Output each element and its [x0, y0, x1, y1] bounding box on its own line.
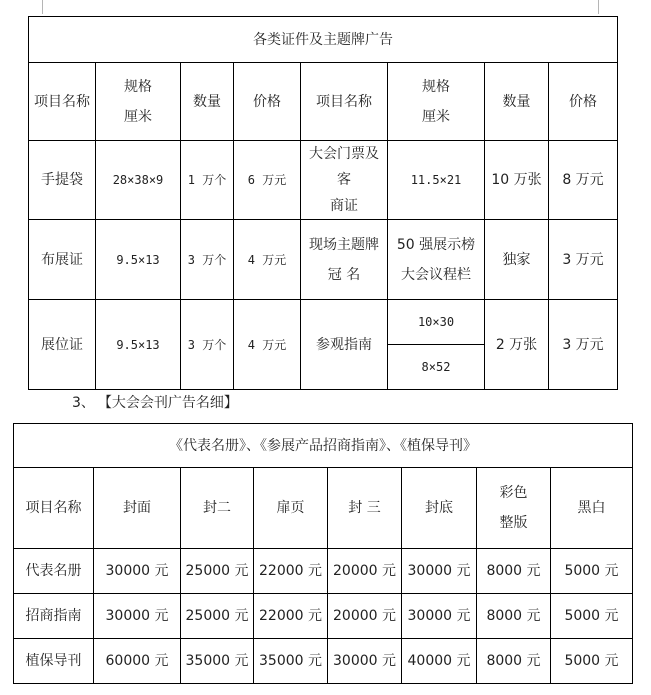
- cell-bw: 5000 元: [551, 594, 633, 639]
- header-spread: 扉页: [254, 468, 328, 549]
- header-spec-line2: 厘米: [124, 108, 152, 125]
- header-qty-right: 数量: [485, 63, 549, 141]
- cell-spec-right-line1: 50 强展示榜: [396, 236, 476, 253]
- header-spec-line1: 规格: [124, 78, 152, 95]
- header-color-line1: 彩色: [499, 485, 528, 501]
- table-row: [14, 594, 633, 639]
- cell-back: 40000 元: [402, 639, 477, 684]
- cell-name: 布展证: [29, 220, 96, 300]
- cell-name-right-line1: 大会门票及客: [309, 146, 379, 188]
- header-second: 封二: [181, 468, 254, 549]
- header-name: 项目名称: [14, 468, 94, 549]
- header-spec-right-line1: 规格: [422, 78, 450, 95]
- header-third: 封 三: [328, 468, 402, 549]
- cell-name-right-line2: 商证: [330, 198, 358, 214]
- cell-spec: 28×38×9: [96, 141, 181, 220]
- cell-price: 4 万元: [234, 300, 301, 390]
- cell-name-right: [301, 141, 388, 220]
- cell-spec-right-line1: 10×30: [388, 300, 485, 345]
- table2-title: 《代表名册》、《参展产品招商指南》、《植保导刊》: [14, 424, 633, 468]
- cell-third: 20000 元: [328, 594, 402, 639]
- header-name: 项目名称: [29, 63, 96, 141]
- cell-spread: 22000 元: [254, 594, 328, 639]
- cell-spread: 35000 元: [254, 639, 328, 684]
- cell-color: 8000 元: [477, 594, 551, 639]
- cell-cover: 60000 元: [94, 639, 181, 684]
- cell-qty: 3 万个: [181, 220, 234, 300]
- header-price: 价格: [234, 63, 301, 141]
- cell-cover: 30000 元: [94, 594, 181, 639]
- table-row: [14, 549, 633, 594]
- cell-second: 35000 元: [181, 639, 254, 684]
- cell-name-right: 参观指南: [301, 300, 388, 390]
- cell-back: 30000 元: [402, 549, 477, 594]
- proceedings-ad-table: [13, 423, 633, 684]
- cell-qty: 1 万个: [181, 141, 234, 220]
- header-name-right: 项目名称: [301, 63, 388, 141]
- cell-price: 6 万元: [234, 141, 301, 220]
- header-spec: [96, 63, 181, 141]
- header-color-line2: 整版: [499, 515, 528, 531]
- certificates-ad-table: [28, 16, 618, 390]
- cell-qty-right: 2 万张: [485, 300, 549, 390]
- cell-bw: 5000 元: [551, 639, 633, 684]
- table-row: [14, 639, 633, 684]
- cell-third: 20000 元: [328, 549, 402, 594]
- cell-name: 代表名册: [14, 549, 94, 594]
- cell-name: 招商指南: [14, 594, 94, 639]
- cell-name: 展位证: [29, 300, 96, 390]
- cell-spec-right: [388, 220, 485, 300]
- page-margin-mark-right: [598, 0, 599, 14]
- cell-qty-right: 10 万张: [485, 141, 549, 220]
- section-heading: [72, 393, 238, 413]
- cell-bw: 5000 元: [551, 549, 633, 594]
- cell-name-right-line1: 现场主题牌: [309, 236, 379, 253]
- header-price-right: 价格: [549, 63, 618, 141]
- cell-name-right: [301, 220, 388, 300]
- table1-title: 各类证件及主题牌广告: [29, 17, 618, 63]
- table-row: [29, 300, 618, 345]
- page-margin-mark-left: [42, 0, 43, 14]
- cell-color: 8000 元: [477, 639, 551, 684]
- cell-color: 8000 元: [477, 549, 551, 594]
- cell-name: 植保导刊: [14, 639, 94, 684]
- cell-qty: 3 万个: [181, 300, 234, 390]
- header-spec-right-line2: 厘米: [422, 108, 450, 125]
- cell-back: 30000 元: [402, 594, 477, 639]
- cell-name: 手提袋: [29, 141, 96, 220]
- cell-second: 25000 元: [181, 594, 254, 639]
- header-spec-right: [388, 63, 485, 141]
- cell-spec-right-line2: 8×52: [388, 345, 485, 390]
- cell-name-right-line2: 冠 名: [327, 266, 361, 283]
- cell-second: 25000 元: [181, 549, 254, 594]
- cell-price: 4 万元: [234, 220, 301, 300]
- cell-spec-right-line2: 大会议程栏: [401, 266, 471, 283]
- cell-qty-right: 独家: [485, 220, 549, 300]
- header-qty: 数量: [181, 63, 234, 141]
- table-row: [29, 220, 618, 300]
- cell-price-right: 3 万元: [549, 300, 618, 390]
- cell-price-right: 8 万元: [549, 141, 618, 220]
- header-back: 封底: [402, 468, 477, 549]
- table-row: [29, 141, 618, 220]
- cell-spread: 22000 元: [254, 549, 328, 594]
- cell-spec: 9.5×13: [96, 300, 181, 390]
- header-color: [477, 468, 551, 549]
- cell-price-right: 3 万元: [549, 220, 618, 300]
- cell-spec-right: 11.5×21: [388, 141, 485, 220]
- cell-third: 30000 元: [328, 639, 402, 684]
- header-bw: 黑白: [551, 468, 633, 549]
- section-number: 3、: [72, 395, 95, 411]
- section-title: 【大会会刊广告名细】: [104, 395, 238, 411]
- cell-cover: 30000 元: [94, 549, 181, 594]
- cell-spec: 9.5×13: [96, 220, 181, 300]
- header-cover: 封面: [94, 468, 181, 549]
